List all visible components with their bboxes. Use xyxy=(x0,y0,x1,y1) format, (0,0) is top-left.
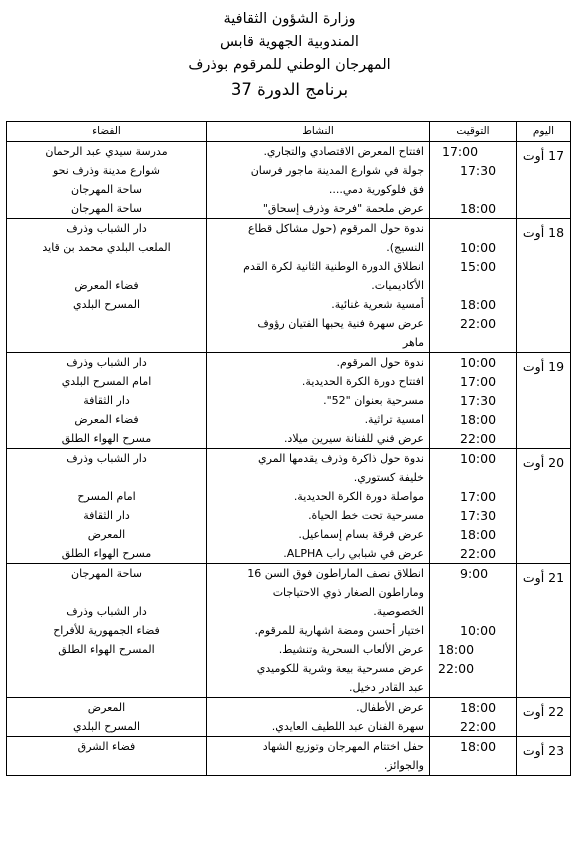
program-body xyxy=(7,142,571,776)
place-line: دار الثقافة xyxy=(83,509,130,522)
place-line: فضاء المعرض xyxy=(74,279,139,292)
place-line: فضاء الشرق xyxy=(77,740,136,753)
time-line: 18:00 xyxy=(460,412,497,427)
activity-line: مواصلة دورة الكرة الحديدية. xyxy=(293,490,424,503)
time-line: 17:00 xyxy=(460,374,497,389)
place-line: مدرسة سيدي عبد الرحمان xyxy=(45,145,168,158)
program-title: برنامج الدورة 37 xyxy=(230,80,349,99)
place-cell xyxy=(7,698,207,737)
activity-line: الخصوصية. xyxy=(373,605,424,618)
time-line: 18:00 xyxy=(460,201,497,216)
time-cell xyxy=(430,219,517,353)
time-line: 18:00 xyxy=(460,739,497,754)
day-cell xyxy=(517,564,571,698)
activity-line: والجوائز. xyxy=(383,759,424,772)
activity-line: عرض فني للفنانة سيرين ميلاد. xyxy=(283,432,424,445)
activity-line: انطلاق الدورة الوطنية الثانية لكرة القدم xyxy=(243,260,424,273)
time-line: 10:00 xyxy=(460,240,497,255)
time-cell xyxy=(430,449,517,564)
time-line xyxy=(430,602,516,621)
day-label: 23 أوت xyxy=(522,743,565,758)
place-line xyxy=(7,678,206,697)
place-line: مسرح الهواء الطلق xyxy=(61,547,152,560)
activity-cell xyxy=(207,219,430,353)
time-line: 22:00 xyxy=(460,316,497,331)
place-line xyxy=(7,756,206,775)
day-row xyxy=(7,449,571,564)
day-label: 19 أوت xyxy=(522,359,565,374)
place-line xyxy=(7,314,206,333)
place-line: امام المسرح xyxy=(77,490,136,503)
day-cell xyxy=(517,449,571,564)
activity-cell xyxy=(207,449,430,564)
activity-cell xyxy=(207,737,430,776)
activity-line: انطلاق نصف الماراطون فوق السن 16 xyxy=(247,567,424,580)
place-line: امام المسرح البلدي xyxy=(61,375,152,388)
place-line: فضاء الجمهورية للأفراح xyxy=(53,624,160,637)
place-cell xyxy=(7,353,207,449)
time-line: 18:00 xyxy=(460,297,497,312)
activity-line: افتتاح المعرض الاقتصادي والتجاري. xyxy=(263,145,424,158)
activity-line: امسية تراثية. xyxy=(364,413,424,426)
time-line xyxy=(430,756,516,775)
activity-line: ندوة حول المرقوم. xyxy=(336,356,424,369)
activity-line: مسرحية بعنوان "52". xyxy=(323,394,424,407)
time-line: 15:00 xyxy=(460,259,497,274)
place-line: فضاء المعرض xyxy=(74,413,139,426)
day-cell xyxy=(517,219,571,353)
place-line: المسرح البلدي xyxy=(73,720,140,733)
activity-line: سهرة الفنان عبد اللطيف العايدي. xyxy=(271,720,424,733)
place-line: دار الشباب وذرف xyxy=(66,452,147,465)
time-line: 22:00 xyxy=(438,661,475,676)
time-line: 17:30 xyxy=(460,508,497,523)
place-line xyxy=(7,468,206,487)
place-line xyxy=(7,583,206,602)
day-cell xyxy=(517,737,571,776)
time-line: 18:00 xyxy=(460,700,497,715)
time-line: 10:00 xyxy=(460,623,497,638)
time-cell xyxy=(430,142,517,219)
place-cell xyxy=(7,737,207,776)
activity-line: عبد القادر دخيل. xyxy=(348,681,424,694)
place-line xyxy=(7,659,206,678)
day-row xyxy=(7,564,571,698)
place-cell xyxy=(7,564,207,698)
day-row xyxy=(7,219,571,353)
time-line xyxy=(430,333,516,352)
column-header-time: التوقيت xyxy=(430,122,517,142)
activity-cell xyxy=(207,353,430,449)
activity-cell xyxy=(207,698,430,737)
activity-line: عرض مسرحية بيعة وشرية للكوميدي xyxy=(256,662,424,675)
column-header-place: الفضاء xyxy=(7,122,207,142)
document-header xyxy=(0,8,579,102)
place-line: دار الثقافة xyxy=(83,394,130,407)
day-label: 20 أوت xyxy=(522,455,565,470)
activity-line: أمسية شعرية غنائية. xyxy=(331,298,424,311)
time-line: 10:00 xyxy=(460,355,497,370)
activity-line: وماراطون الصغار ذوي الاحتياجات xyxy=(272,586,424,599)
time-line: 22:00 xyxy=(460,546,497,561)
place-line: مسرح الهواء الطلق xyxy=(61,432,152,445)
place-line: المعرض xyxy=(87,701,126,714)
program-table xyxy=(6,121,571,776)
ministry-title: وزارة الشؤون الثقافية xyxy=(223,11,356,27)
time-line xyxy=(430,276,516,295)
time-line xyxy=(430,219,516,238)
place-line: دار الشباب وذرف xyxy=(66,605,147,618)
activity-cell xyxy=(207,564,430,698)
time-line xyxy=(430,678,516,697)
regional-delegation: المندوبية الجهوية قابس xyxy=(220,34,359,50)
day-cell xyxy=(517,698,571,737)
time-line: 9:00 xyxy=(460,566,489,581)
time-line xyxy=(430,468,516,487)
activity-line: النسيج). xyxy=(386,241,424,254)
activity-line: عرض فرقة بسام إسماعيل. xyxy=(298,528,424,541)
place-line: الملعب البلدي محمد بن قايد xyxy=(42,241,171,254)
place-line: المسرح الهواء الطلق xyxy=(58,643,155,656)
day-row xyxy=(7,737,571,776)
place-line xyxy=(7,333,206,352)
place-cell xyxy=(7,219,207,353)
activity-line: جولة في شوارع المدينة ماجور فرسان xyxy=(250,164,424,177)
time-line: 22:00 xyxy=(460,719,497,734)
place-line: المعرض xyxy=(87,528,126,541)
day-label: 18 أوت xyxy=(522,225,565,240)
festival-name: المهرجان الوطني للمرقوم بوذرف xyxy=(188,57,391,73)
place-line: ساحة المهرجان xyxy=(71,183,142,196)
activity-line: حفل اختتام المهرجان وتوزيع الشهاد xyxy=(262,740,424,753)
table-header-row xyxy=(7,122,571,142)
time-line xyxy=(430,583,516,602)
place-line: المسرح البلدي xyxy=(73,298,140,311)
place-cell xyxy=(7,449,207,564)
day-label: 21 أوت xyxy=(522,570,565,585)
time-line: 17:30 xyxy=(460,393,497,408)
activity-line: ندوة حول المرقوم (حول مشاكل قطاع xyxy=(247,222,424,235)
activity-line: خليفة كستوري. xyxy=(353,471,424,484)
day-label: 17 أوت xyxy=(522,148,565,163)
activity-line: مسرحية تحت خط الحياة. xyxy=(308,509,424,522)
place-line: دار الشباب وذرف xyxy=(66,222,147,235)
day-row xyxy=(7,353,571,449)
day-row xyxy=(7,142,571,219)
activity-line: عرض في شبابي راب ALPHA. xyxy=(283,547,424,560)
time-line: 17:00 xyxy=(442,144,479,159)
activity-line: عرض الأطفال. xyxy=(356,701,424,714)
time-line: 18:00 xyxy=(460,527,497,542)
place-line: دار الشباب وذرف xyxy=(66,356,147,369)
day-row xyxy=(7,698,571,737)
activity-line: فق فلوكورية دمي.... xyxy=(328,183,424,196)
place-line xyxy=(7,257,206,276)
time-line: 10:00 xyxy=(460,451,497,466)
place-line: ساحة المهرجان xyxy=(71,567,142,580)
time-cell xyxy=(430,564,517,698)
column-header-activity: النشاط xyxy=(207,122,430,142)
day-cell xyxy=(517,353,571,449)
time-cell xyxy=(430,698,517,737)
activity-line: افتتاح دورة الكرة الحديدية. xyxy=(301,375,424,388)
activity-line: عرض ملحمة "فرحة وذرف إسحاق" xyxy=(262,202,424,215)
day-label: 22 أوت xyxy=(522,704,565,719)
time-line: 22:00 xyxy=(460,431,497,446)
activity-line: عرض الألعاب السحرية وتنشيط. xyxy=(278,643,424,656)
activity-line: عرض سهرة فنية يحبها الفتيان رؤوف xyxy=(257,317,424,330)
activity-line: ندوة حول ذاكرة وذرف يقدمها المري xyxy=(258,452,424,465)
time-cell xyxy=(430,353,517,449)
place-line: ساحة المهرجان xyxy=(71,202,142,215)
time-line: 17:00 xyxy=(460,489,497,504)
time-line xyxy=(430,180,516,199)
activity-line: ماهر xyxy=(402,336,424,349)
time-line: 17:30 xyxy=(460,163,497,178)
day-cell xyxy=(517,142,571,219)
time-cell xyxy=(430,737,517,776)
time-line: 18:00 xyxy=(438,642,475,657)
activity-line: اختيار أحسن ومضة اشهارية للمرقوم. xyxy=(254,624,424,637)
place-line: شوارع مدينة وذرف نحو xyxy=(52,164,161,177)
activity-line: الأكاديميات. xyxy=(371,279,424,292)
activity-cell xyxy=(207,142,430,219)
place-cell xyxy=(7,142,207,219)
column-header-day: اليوم xyxy=(517,122,571,142)
